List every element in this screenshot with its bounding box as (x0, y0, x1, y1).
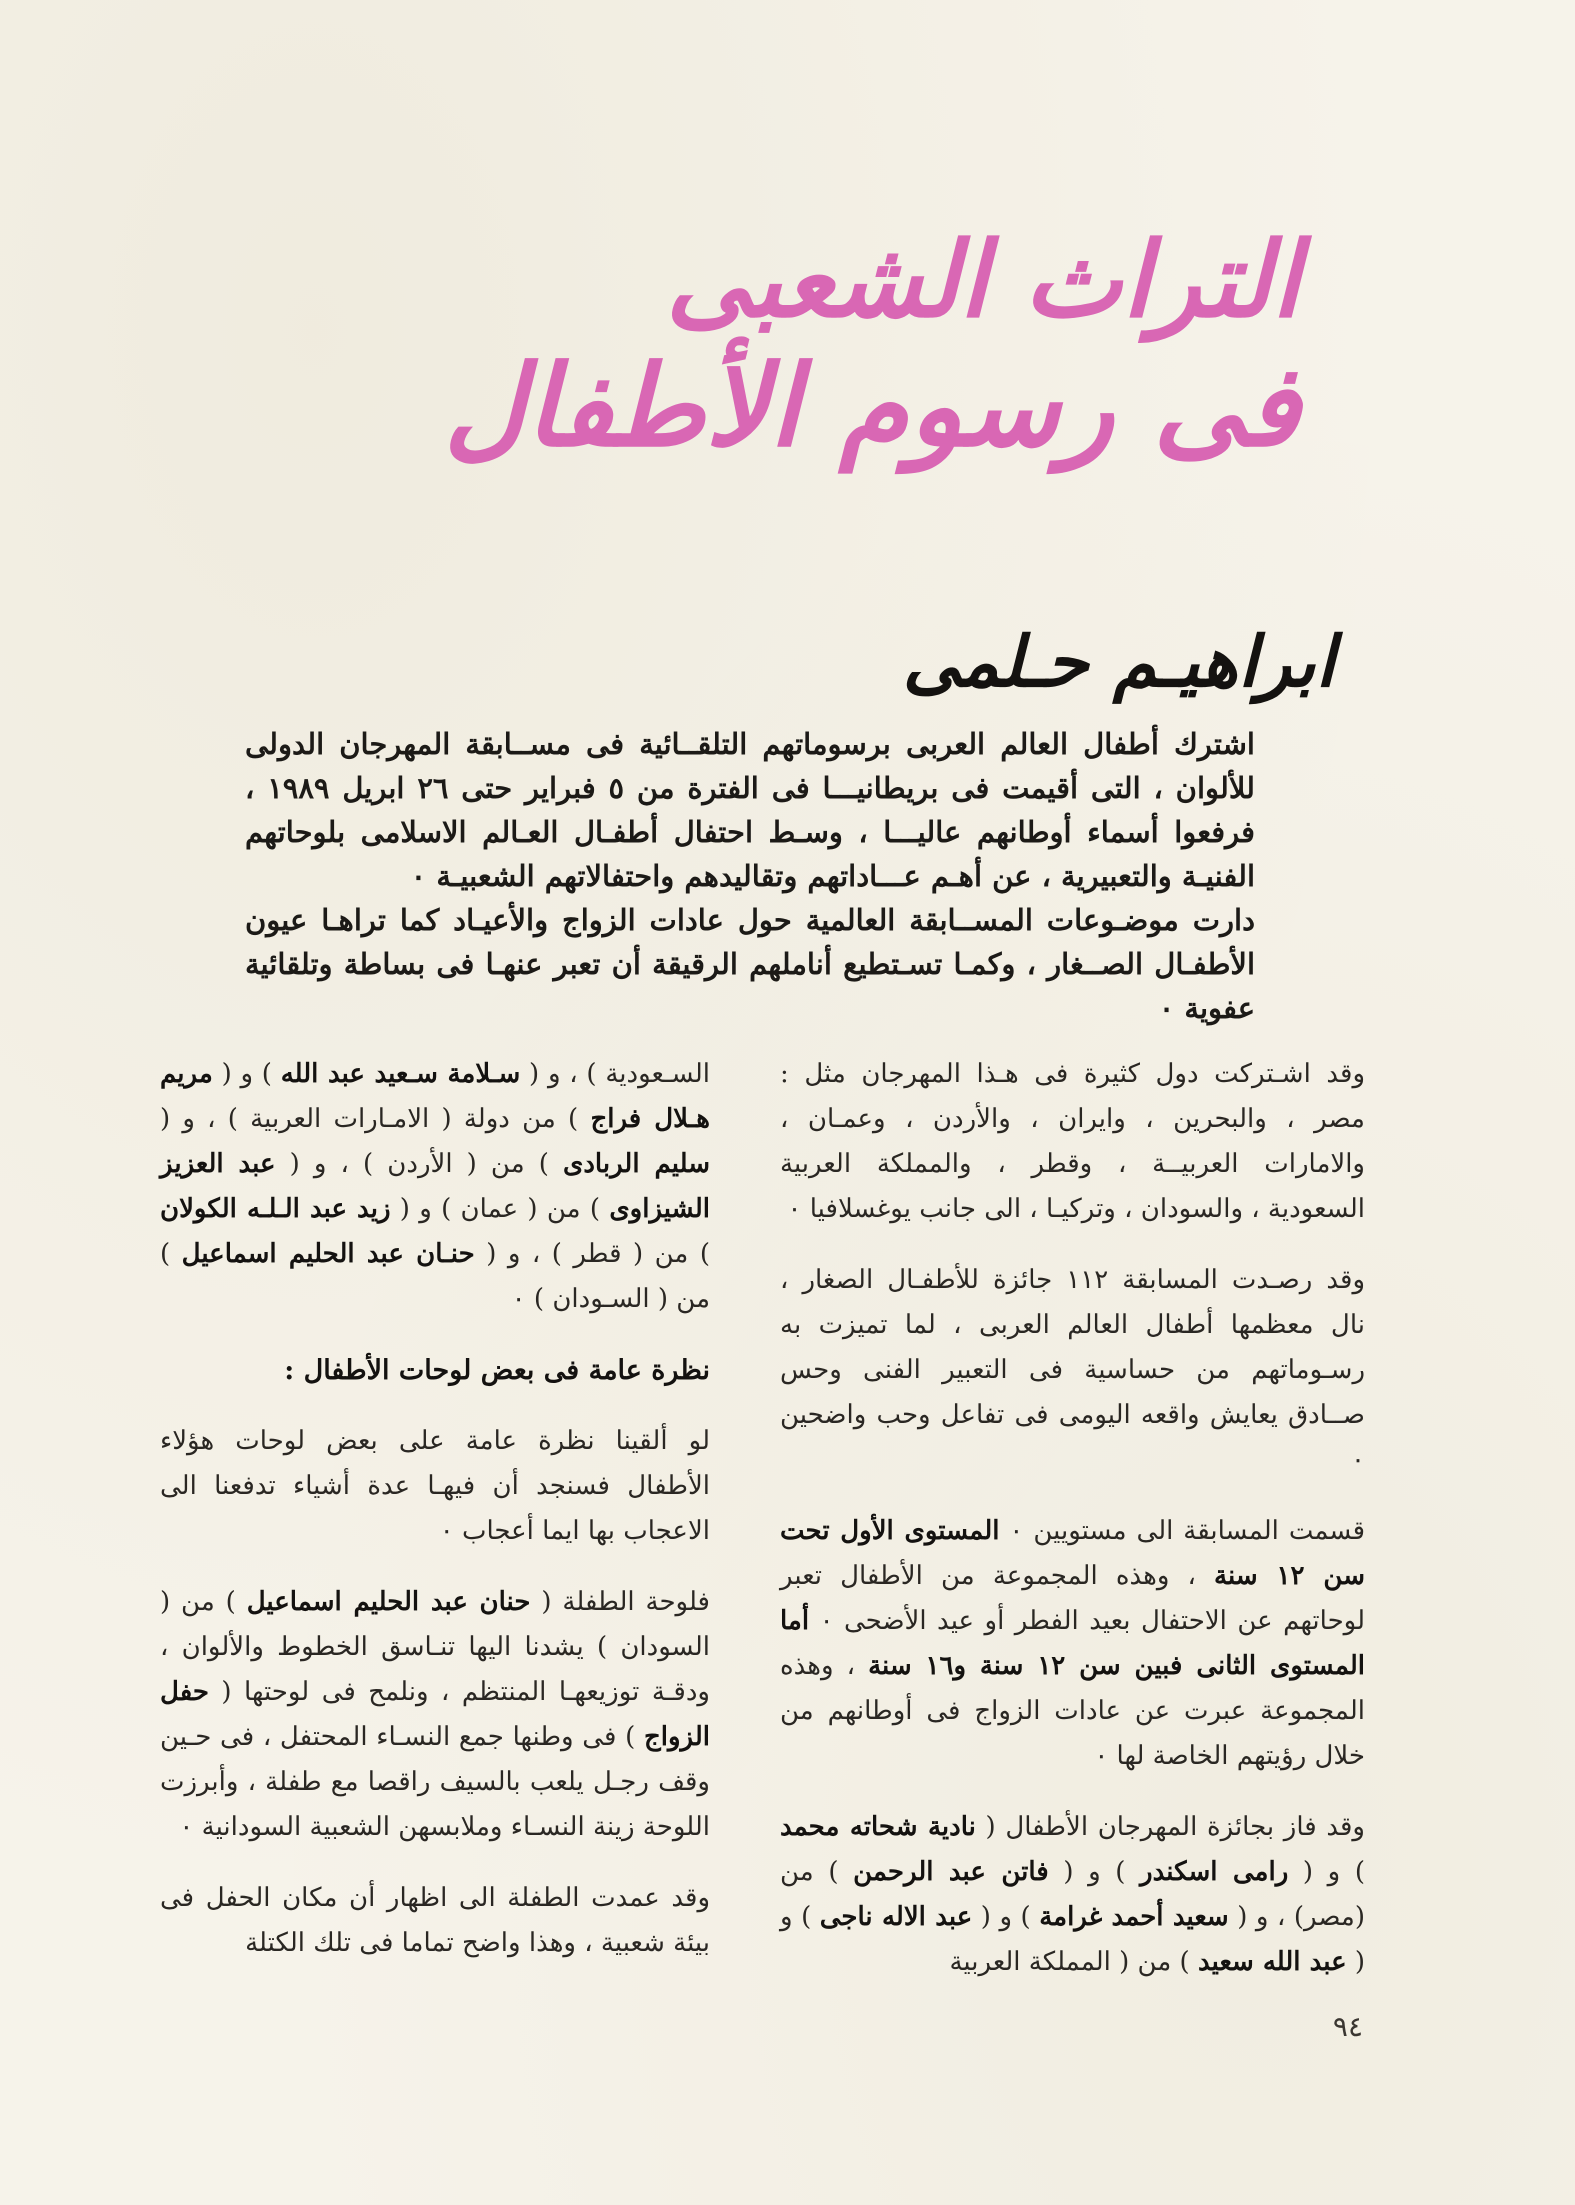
text-run: وقد فاز بجائزة المهرجان الأطفال ( (975, 1812, 1365, 1842)
winner-name: عبد الله سعيد (1197, 1947, 1347, 1977)
bold-run: المستوى الأول تحت سن ١٢ سنة (780, 1516, 1365, 1591)
text-run: ) و ( (972, 1902, 1040, 1932)
left-paragraph-3 (160, 1580, 710, 1850)
right-paragraph-2: وقد رصـدت المسابقة ١١٢ جائزة للأطفـال الصغار ، نال معظمها أطفال العالم العربى ، لما تميزت به رسـوماتهم من حساسية فى التعبير الفنى وحس صــادق يعايش واقعه اليومى فى تفاعل وحب واضحين ٠ (780, 1265, 1366, 1475)
text-run: ) و ( (212, 1059, 281, 1089)
bold-run: أما المستوى الثانى فبين سن ١٢ سنة و١٦ سنة (780, 1606, 1366, 1681)
author-name: ابراهيـم حـلمى (902, 620, 1335, 703)
text-run: قسمت المسابقة الى مستويين ٠ (999, 1516, 1366, 1546)
text-run: ) من ( المملكة العربية (949, 1947, 1198, 1977)
intro-text-1: اشترك أطفال العالم العربى برسوماتهم التلقــائية فى مســابقة المهرجان الدولى للألوان ، التى أقيمت فى بريطانيـــا فى الفترة من ٥ فبراير حتى ٢٦ ابريل ١٩٨٩ ، فرفعوا أسماء أوطانهم عاليـــا ، وسـط احتفال أطفـال العـالم الاسلامى بلوحاتهم الفنيـة والتعبيرية ، عن أهـم عـــاداتهم وتقاليدهم واحتفالاتهم الشعبيـة ٠ (245, 727, 1255, 893)
painting-title: حفل الزواج (160, 1677, 710, 1752)
text-run: ) و ( (1048, 1857, 1141, 1887)
text-run: ، وهذه المجموعة من الأطفال تعبر لوحاتهم عن الاحتفال بعيد الفطر أو عيد الأضحى ٠ (780, 1561, 1366, 1636)
winner-name: فاتن عبد الرحمن (853, 1857, 1049, 1887)
article-title (443, 218, 1300, 473)
right-column (780, 1052, 1365, 2011)
text-run: ) فى وطنها جمع النسـاء المحتفل ، فى حـين وقف رجـل يلعب بالسيف راقصا مع طفلة ، وأبرزت اللوحة زينة النسـاء وملابسهن الشعبية السودانية ٠ (160, 1722, 710, 1842)
winner-name: سعيد أحمد غرامة (1039, 1902, 1229, 1932)
winner-name: مريم هـلال فراج (160, 1059, 710, 1134)
intro-paragraph (245, 722, 1255, 1030)
left-paragraph-2: لو ألقينا نظرة عامة على بعض لوحات هؤلاء الأطفال فسنجد أن فيهـا عدة أشياء تدفعنا الى الاعجاب بها ايما أعجاب ٠ (160, 1426, 710, 1546)
text-run: السـعودية ) ، و ( (520, 1059, 711, 1089)
left-column (160, 1052, 710, 1992)
title-line-2: فى رسوم الأطفال (443, 341, 1300, 473)
text-run: ) من ( قطر ) ، و ( (474, 1239, 710, 1269)
intro-text-2: دارت موضـوعات المســابقة العالمية حول عادات الزواج والأعيـاد كما تراهـا عيون الأطفـال الصــغار ، وكمـا تسـتطيع أناملهم الرقيقة أن تعبر عنهـا فى بساطة وتلقائية عفوية ٠ (245, 903, 1255, 1025)
title-line-1: التراث الشعبى (666, 218, 1300, 341)
text-run: فلوحة الطفلة ( (530, 1587, 710, 1617)
text-run: ) من ( عمان ) و ( (390, 1194, 610, 1224)
text-run: ) من دولة ( الامـارات العربية ) ، و ( (160, 1104, 591, 1134)
winner-name: نادية شحاته محمد (780, 1812, 976, 1842)
text-run: ) من ( السـودان ) ٠ (160, 1239, 710, 1314)
right-paragraph-4 (780, 1805, 1365, 1985)
text-run: ) و ( (780, 1902, 1365, 1977)
winner-name: سـلامة سـعيد عبد الله (280, 1059, 521, 1089)
text-run: ) من ( الأردن ) ، و ( (275, 1149, 563, 1179)
child-name: حنان عبد الحليم اسماعيل (246, 1587, 531, 1617)
winner-name: سليم الربادى (562, 1149, 710, 1179)
text-run: ) و ( (1288, 1857, 1365, 1887)
page-number: ٩٤ (1332, 2010, 1363, 2043)
text-run: ) من ( السودان ) يشدنا اليها تنـاسق الخطوط والألوان ، ودقـة توزيعهـا المنتظم ، ونلمح فى لوحتها ( (160, 1587, 710, 1707)
winner-name: حنـان عبد الحليم اسماعيل (181, 1239, 475, 1269)
winner-name: عبد العزيز الشيزاوى (160, 1149, 710, 1224)
right-paragraph-3 (780, 1509, 1365, 1779)
winner-name: عبد الاله ناجى (819, 1902, 973, 1932)
winner-name: رامى اسكندر (1140, 1857, 1289, 1887)
text-run: ) من (مصر) ، و ( (780, 1857, 1365, 1932)
left-paragraph-4: وقد عمدت الطفلة الى اظهار أن مكان الحفل فى بيئة شعبية ، وهذا واضح تماما فى تلك الكتلة (160, 1883, 710, 1958)
left-paragraph-1 (160, 1052, 710, 1322)
winner-name: زيد عبد الـلـه الكولان (160, 1194, 391, 1224)
text-run: ، وهذه المجموعة عبرت عن عادات الزواج فى أوطانهم من خلال رؤيتهم الخاصة لها ٠ (780, 1651, 1365, 1771)
right-paragraph-1: وقد اشـتركت دول كثيرة فى هـذا المهرجان مثل : مصر ، والبحرين ، وايران ، والأردن ، وعمـان ، والامارات العربيــة ، وقطر ، والمملكة العربية السعودية ، والسودان ، وتركيـا ، الى جانب يوغسلافيا ٠ (780, 1059, 1365, 1224)
section-heading: نظرة عامة فى بعض لوحات الأطفال : (284, 1355, 710, 1386)
